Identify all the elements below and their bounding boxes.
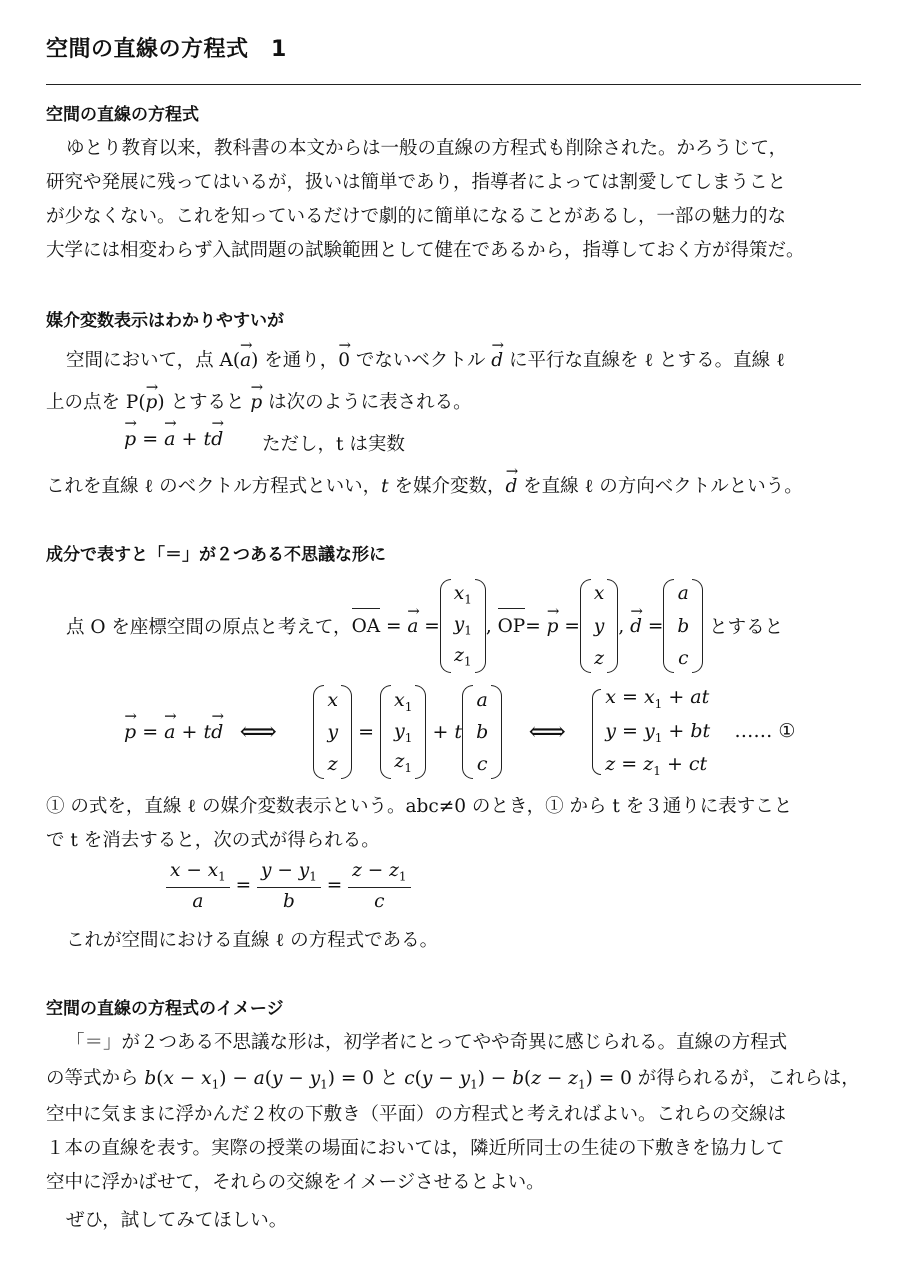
paragraph-line: 空中に浮かばせて，それらの交線をイメージさせるとよい。 bbox=[46, 1172, 545, 1193]
parametric-system: $x = x_1$ + at $y = y_1$ + bt …… ① $z = z_1$ + ct bbox=[605, 686, 796, 778]
vector-line-intro: 空間において，点 A(→ a) を通り，→ 0 でないベクトル → d に平行な直線を ℓ とする。直線 ℓ bbox=[66, 346, 785, 372]
iff-arrow: ⟺ bbox=[239, 717, 277, 747]
section-heading-1: 空間の直線の方程式 bbox=[46, 105, 199, 125]
paragraph-line: 大学には相変わらず入試問題の試験範囲として健在であるから，指導しておく方が得策だ。 bbox=[46, 240, 805, 261]
section-heading-4: 空間の直線の方程式のイメージ bbox=[46, 999, 284, 1019]
paragraph-line: ぜひ，試してみてほしい。 bbox=[66, 1210, 288, 1231]
vector-equation-definition: これを直線 ℓ のベクトル方程式といい，t を媒介変数，→ d を直線 ℓ の方向ベクトルという。 bbox=[46, 472, 803, 498]
column-vector-a: $x_1$ $y_1$ $z_1$ bbox=[440, 579, 486, 673]
paragraph-line: 空中に気ままに浮かんだ２枚の下敷き（平面）の方程式と考えればよい。これらの交線は bbox=[46, 1104, 787, 1125]
paragraph-line: で t を消去すると，次の式が得られる。 bbox=[46, 830, 380, 851]
paragraph-line: ① の式を，直線 ℓ の媒介変数表示という。abc≠0 のとき，① から t を３通りに表すこと bbox=[46, 796, 793, 817]
section-heading-3: 成分で表すと「＝」が２つある不思議な形に bbox=[46, 545, 386, 565]
equivalence-chain: → p = → a + t → d ⟺ x y z = $x_1$ $y_1$ $z_1$ + t a b c ⟺ $x = x_1$ + at $y = y_1$ + bt …… ① $z = z_1$ + ct bbox=[124, 684, 795, 780]
paragraph-line: ゆとり教育以来，教科書の本文からは一般の直線の方程式も削除された。かろうじて， bbox=[66, 138, 788, 159]
title-divider bbox=[46, 84, 861, 85]
paragraph-line: 「＝」が２つある不思議な形は，初学者にとってやや奇異に感じられる。直線の方程式 bbox=[66, 1032, 788, 1053]
vector-equation: → p = → a + t→ d bbox=[124, 428, 223, 450]
iff-arrow: ⟺ bbox=[528, 717, 566, 747]
paragraph-line: 研究や発展に残ってはいるが，扱いは簡単であり，指導者によっては割愛してしまうこと bbox=[46, 172, 787, 193]
page-title: 空間の直線の方程式 1 bbox=[46, 37, 287, 62]
vector-line-intro-2: 上の点を P(→ p) とすると → p は次のように表される。 bbox=[46, 388, 472, 414]
parameter-note: ただし，t は実数 bbox=[262, 434, 405, 455]
column-vector-d: a b c bbox=[663, 579, 703, 673]
section-heading-2: 媒介変数表示はわかりやすいが bbox=[46, 311, 284, 331]
paragraph-line: が少なくない。これを知っているだけで劇的に簡単になることがあるし，一部の魅力的な bbox=[46, 206, 787, 227]
plane-equations-line: の等式から $b(x - x_1) - a(y - y_1) = 0$ と $c(y - y_1) - b(z - z_1) = 0$ が得られるが，これらは， bbox=[46, 1068, 860, 1092]
paragraph-line: これが空間における直線 ℓ の方程式である。 bbox=[66, 930, 439, 951]
column-vector-p: x y z bbox=[580, 579, 618, 673]
paragraph-line: １本の直線を表す。実際の授業の場面においては，隣近所同士の生徒の下敷きを協力して bbox=[46, 1138, 785, 1159]
component-definition-line: 点 O を座標空間の原点と考えて， OA = → a = $x_1$ $y_1$ $z_1$ , OP = → p = x y z , → d = a b c とすると bbox=[66, 578, 783, 674]
symmetric-equation: $\frac{x - x_1}{a}$ = $\frac{y - y_1}{b}$ = $\frac{z - z_1}{c}$ bbox=[166, 860, 411, 912]
